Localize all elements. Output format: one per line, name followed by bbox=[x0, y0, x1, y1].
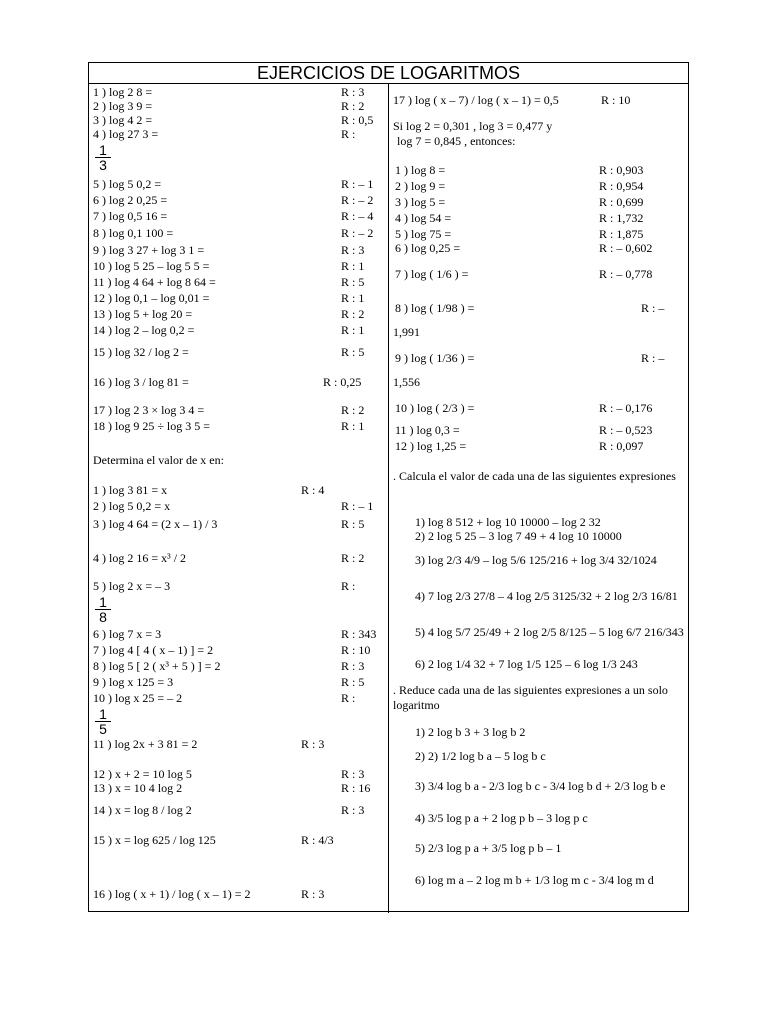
section-heading: . Calcula el valor de cada una de las siguientes expresiones bbox=[393, 469, 676, 483]
answer-text: R : 2 bbox=[341, 99, 365, 113]
answer-text: R : 3 bbox=[301, 887, 325, 901]
answer-text: R : 10 bbox=[341, 643, 371, 657]
exercise-item: 1 ) log 3 81 = x bbox=[93, 483, 168, 497]
exercise-item: 7 ) log 4 [ 4 ( x – 1) ] = 2 bbox=[93, 643, 214, 657]
exercise-item: 8 ) log 0,1 100 = bbox=[93, 226, 174, 240]
answer-text: R : 2 bbox=[341, 551, 365, 565]
answer-fraction-denominator: 5 bbox=[99, 721, 107, 737]
answer-text: R : 3 bbox=[301, 737, 325, 751]
exercise-item: 7 ) log ( 1/6 ) = bbox=[395, 267, 469, 281]
exercise-item: 4) 7 log 2/3 27/8 – 4 log 2/5 3125/32 + 2 log 2/3 16/81 bbox=[415, 589, 678, 603]
exercise-item: 3 ) log 5 = bbox=[395, 195, 446, 209]
answer-text: R : 4/3 bbox=[301, 833, 334, 847]
exercise-item: 3) log 2/3 4/9 – log 5/6 125/216 + log 3/4 32/1024 bbox=[415, 553, 657, 567]
exercise-item: 4 ) log 2 16 = x³ / 2 bbox=[93, 551, 187, 565]
exercise-item: 4) 3/5 log p a + 2 log p b – 3 log p c bbox=[415, 811, 588, 825]
exercise-item: 3) 3/4 log b a - 2/3 log b c - 3/4 log b d + 2/3 log b e bbox=[415, 779, 666, 793]
exercise-item: 14 ) x = log 8 / log 2 bbox=[93, 803, 192, 817]
exercise-item: 9 ) log x 125 = 3 bbox=[93, 675, 174, 689]
answer-text: R : 0,903 bbox=[599, 163, 644, 177]
answer-text: R : 5 bbox=[341, 275, 365, 289]
answer-text: R : – 0,602 bbox=[599, 241, 653, 255]
answer-text: R : 0,5 bbox=[341, 113, 374, 127]
answer-text: R : – 0,778 bbox=[599, 267, 653, 281]
answer-fraction-numerator: 1 bbox=[95, 707, 111, 722]
exercise-item: 1) 2 log b 3 + 3 log b 2 bbox=[415, 725, 526, 739]
answer-text: R : 3 bbox=[341, 659, 365, 673]
exercise-item: 17 ) log ( x – 7) / log ( x – 1) = 0,5 bbox=[393, 93, 559, 107]
exercise-item: 15 ) x = log 625 / log 125 bbox=[93, 833, 216, 847]
exercise-item: 12 ) x + 2 = 10 log 5 bbox=[93, 767, 192, 781]
exercise-item: 5 ) log 75 = bbox=[395, 227, 452, 241]
answer-continuation: 1,556 bbox=[393, 375, 420, 389]
given-values: log 7 = 0,845 , entonces: bbox=[397, 134, 516, 148]
answer-text: R : 0,097 bbox=[599, 439, 644, 453]
exercise-item: 2) 2) 1/2 log b a – 5 log b c bbox=[415, 749, 546, 763]
exercise-item: 9 ) log ( 1/36 ) = bbox=[395, 351, 475, 365]
exercise-item: 4 ) log 27 3 = bbox=[93, 127, 159, 141]
answer-text: R : 2 bbox=[341, 307, 365, 321]
exercise-item: 6 ) log 2 0,25 = bbox=[93, 193, 168, 207]
answer-text: R : 0,699 bbox=[599, 195, 644, 209]
exercise-item: 11 ) log 2x + 3 81 = 2 bbox=[93, 737, 198, 751]
right-column bbox=[89, 63, 688, 911]
section-heading: . Reduce cada una de las siguientes expresiones a un solo logaritmo bbox=[393, 683, 668, 712]
answer-text: R : 1,875 bbox=[599, 227, 644, 241]
exercise-item: 13 ) log 5 + log 20 = bbox=[93, 307, 193, 321]
exercise-item: 3 ) log 4 2 = bbox=[93, 113, 153, 127]
exercise-item: 10 ) log ( 2/3 ) = bbox=[395, 401, 475, 415]
exercise-item: 6) 2 log 1/4 32 + 7 log 1/5 125 – 6 log 1/3 243 bbox=[415, 657, 638, 671]
answer-text: R : 0,954 bbox=[599, 179, 644, 193]
answer-text: R : 1 bbox=[341, 323, 365, 337]
exercise-item: 3 ) log 4 64 = (2 x – 1) / 3 bbox=[93, 517, 218, 531]
answer-text: R : – 0,523 bbox=[599, 423, 653, 437]
answer-text: R : 10 bbox=[601, 93, 631, 107]
exercise-item: 1 ) log 8 = bbox=[395, 163, 446, 177]
exercise-item: 2 ) log 9 = bbox=[395, 179, 446, 193]
exercise-item: 1 ) log 2 8 = bbox=[93, 85, 153, 99]
answer-text: R : 1,732 bbox=[599, 211, 644, 225]
answer-text: R : – 1 bbox=[341, 177, 374, 191]
exercise-item: 17 ) log 2 3 × log 3 4 = bbox=[93, 403, 205, 417]
exercise-item: 14 ) log 2 – log 0,2 = bbox=[93, 323, 195, 337]
answer-text: R : – 2 bbox=[341, 193, 374, 207]
answer-text: R : 3 bbox=[341, 767, 365, 781]
exercise-item: 6 ) log 7 x = 3 bbox=[93, 627, 162, 641]
answer-text: R : 5 bbox=[341, 675, 365, 689]
answer-text: R : – 0,176 bbox=[599, 401, 653, 415]
answer-text: R : 343 bbox=[341, 627, 377, 641]
answer-text: R : bbox=[341, 127, 356, 141]
answer-text: R : 1 bbox=[341, 259, 365, 273]
answer-text: R : – bbox=[641, 351, 665, 365]
answer-text: R : bbox=[341, 691, 356, 705]
exercise-item: 5 ) log 2 x = – 3 bbox=[93, 579, 171, 593]
answer-fraction-denominator: 8 bbox=[99, 609, 107, 625]
answer-text: R : 1 bbox=[341, 419, 365, 433]
exercise-sheet bbox=[88, 62, 689, 912]
exercise-item: 10 ) log x 25 = – 2 bbox=[93, 691, 183, 705]
exercise-item: 5 ) log 5 0,2 = bbox=[93, 177, 162, 191]
answer-text: R : 0,25 bbox=[323, 375, 362, 389]
answer-text: R : 3 bbox=[341, 85, 365, 99]
answer-fraction-numerator: 1 bbox=[95, 143, 111, 158]
page-title: EJERCICIOS DE LOGARITMOS bbox=[89, 63, 688, 84]
exercise-item: 6 ) log 0,25 = bbox=[395, 241, 461, 255]
exercise-item: 11 ) log 0,3 = bbox=[395, 423, 460, 437]
exercise-item: 5) 2/3 log p a + 3/5 log p b – 1 bbox=[415, 841, 562, 855]
exercise-item: 2 ) log 3 9 = bbox=[93, 99, 153, 113]
answer-text: R : 4 bbox=[301, 483, 325, 497]
exercise-item: 16 ) log ( x + 1) / log ( x – 1) = 2 bbox=[93, 887, 251, 901]
exercise-item: 5) 4 log 5/7 25/49 + 2 log 2/5 8/125 – 5 log 6/7 216/343 bbox=[415, 625, 684, 639]
section-heading: Determina el valor de x en: bbox=[93, 453, 224, 467]
exercise-item: 15 ) log 32 / log 2 = bbox=[93, 345, 189, 359]
answer-text: R : – bbox=[641, 301, 665, 315]
answer-text: R : 3 bbox=[341, 803, 365, 817]
exercise-item: 12 ) log 0,1 – log 0,01 = bbox=[93, 291, 210, 305]
exercise-item: 2) 2 log 5 25 – 3 log 7 49 + 4 log 10 10000 bbox=[415, 529, 622, 543]
answer-text: R : 16 bbox=[341, 781, 371, 795]
exercise-item: 6) log m a – 2 log m b + 1/3 log m c - 3/4 log m d bbox=[415, 873, 654, 887]
exercise-item: 12 ) log 1,25 = bbox=[395, 439, 467, 453]
exercise-item: 8 ) log 5 [ 2 ( x³ + 5 ) ] = 2 bbox=[93, 659, 221, 673]
answer-text: R : 5 bbox=[341, 517, 365, 531]
given-values: Si log 2 = 0,301 , log 3 = 0,477 y bbox=[393, 119, 553, 133]
exercise-item: 16 ) log 3 / log 81 = bbox=[93, 375, 189, 389]
exercise-item: 13 ) x = 10 4 log 2 bbox=[93, 781, 183, 795]
answer-text: R : bbox=[341, 579, 356, 593]
answer-text: R : – 1 bbox=[341, 499, 374, 513]
exercise-item: 8 ) log ( 1/98 ) = bbox=[395, 301, 475, 315]
exercise-item: 7 ) log 0,5 16 = bbox=[93, 209, 168, 223]
exercise-item: 4 ) log 54 = bbox=[395, 211, 452, 225]
exercise-item: 2 ) log 5 0,2 = x bbox=[93, 499, 171, 513]
answer-text: R : – 4 bbox=[341, 209, 374, 223]
answer-fraction-numerator: 1 bbox=[95, 595, 111, 610]
answer-text: R : – 2 bbox=[341, 226, 374, 240]
answer-fraction-denominator: 3 bbox=[99, 157, 107, 173]
answer-text: R : 1 bbox=[341, 291, 365, 305]
answer-text: R : 5 bbox=[341, 345, 365, 359]
answer-text: R : 2 bbox=[341, 403, 365, 417]
exercise-item: 9 ) log 3 27 + log 3 1 = bbox=[93, 243, 205, 257]
exercise-item: 18 ) log 9 25 ÷ log 3 5 = bbox=[93, 419, 211, 433]
answer-text: R : 3 bbox=[341, 243, 365, 257]
exercise-item: 11 ) log 4 64 + log 8 64 = bbox=[93, 275, 216, 289]
exercise-item: 1) log 8 512 + log 10 10000 – log 2 32 bbox=[415, 515, 601, 529]
answer-continuation: 1,991 bbox=[393, 325, 420, 339]
exercise-item: 10 ) log 5 25 – log 5 5 = bbox=[93, 259, 210, 273]
